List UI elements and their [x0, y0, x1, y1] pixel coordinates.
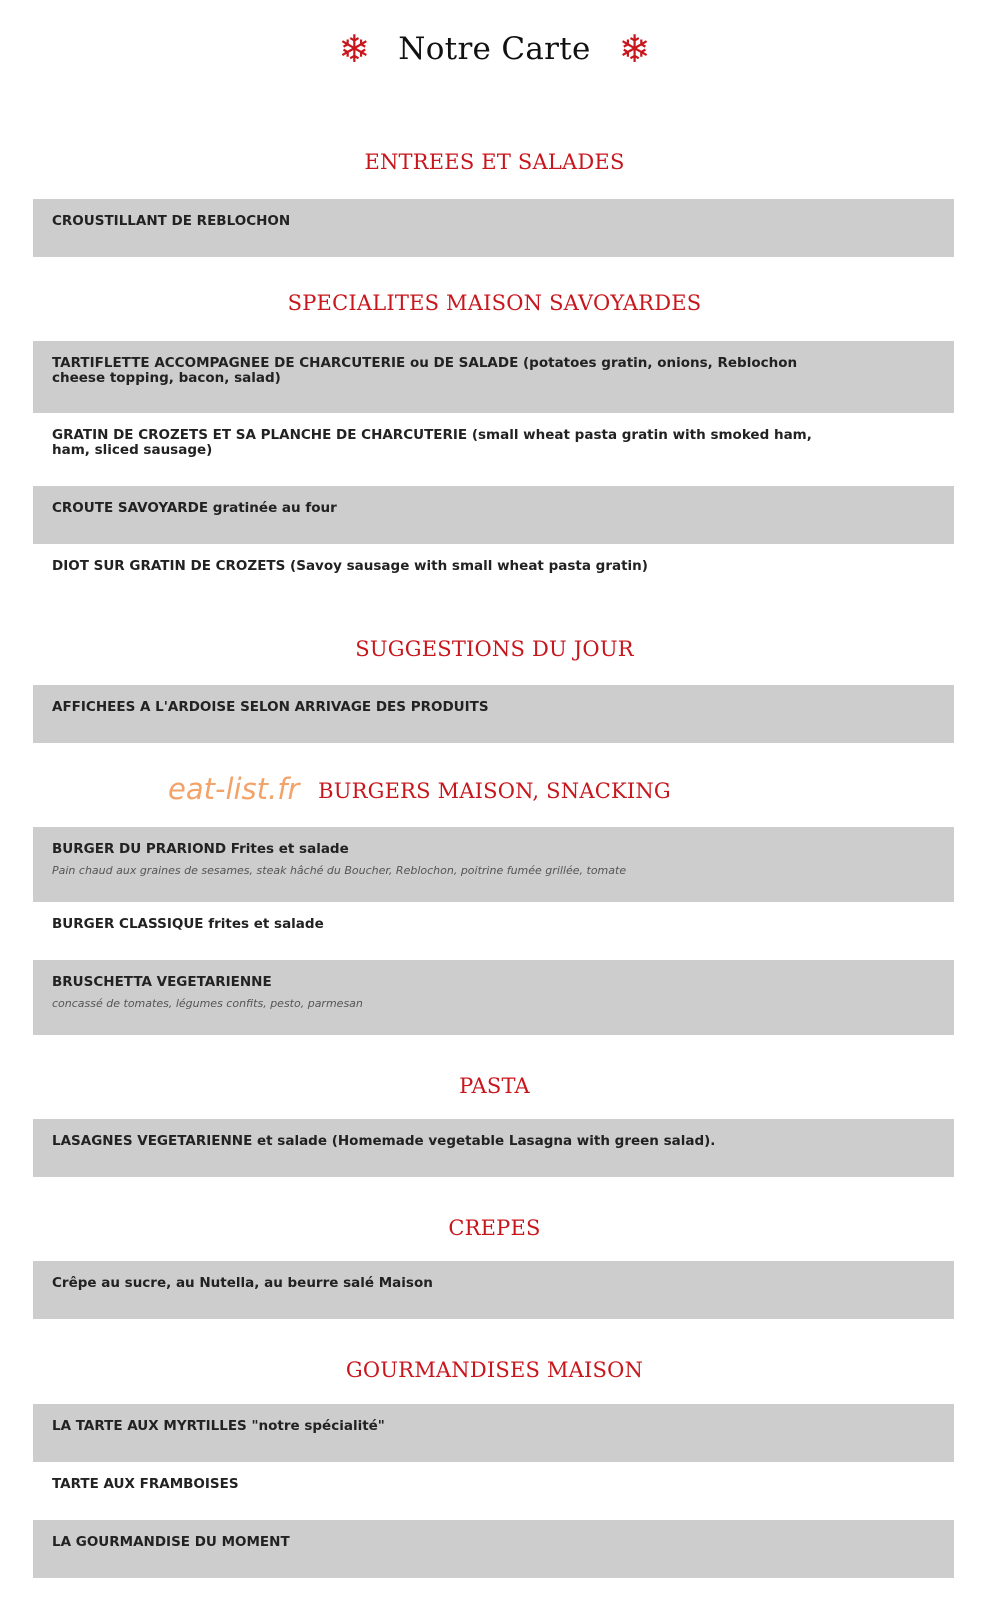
menu-item-description: Pain chaud aux graines de sesames, steak hâché du Boucher, Reblochon, poitrine fumée grillée, tomate [52, 864, 627, 877]
section-title-burgers: BURGERS MAISON, SNACKING [318, 779, 671, 803]
menu-item [33, 960, 954, 1035]
menu-item [33, 199, 954, 257]
menu-item-title: LA TARTE AUX MYRTILLES "notre spécialité" [52, 1418, 385, 1434]
menu-item-title: DIOT SUR GRATIN DE CROZETS (Savoy sausage with small wheat pasta gratin) [52, 558, 648, 574]
menu-item-title: CROUSTILLANT DE REBLOCHON [52, 213, 291, 229]
section-title-suggestions: SUGGESTIONS DU JOUR [355, 637, 634, 661]
menu-item [33, 544, 954, 602]
menu-item [33, 1462, 954, 1520]
menu-item [33, 1404, 954, 1462]
menu-item-title: BURGER DU PRARIOND Frites et salade [52, 841, 349, 857]
menu-item [33, 341, 954, 413]
menu-item-description: concassé de tomates, légumes confits, pesto, parmesan [52, 997, 363, 1010]
menu-item-title: Crêpe au sucre, au Nutella, au beurre salé Maison [52, 1275, 433, 1291]
menu-item-title: AFFICHEES A L'ARDOISE SELON ARRIVAGE DES PRODUITS [52, 699, 489, 715]
menu-item-title: TARTIFLETTE ACCOMPAGNEE DE CHARCUTERIE ou DE SALADE (potatoes gratin, onions, Reblochon cheese topping, bacon, salad) [52, 355, 798, 386]
menu-item-title: GRATIN DE CROZETS ET SA PLANCHE DE CHARCUTERIE (small wheat pasta gratin with smoked ham, ham, sliced sausage) [52, 427, 812, 458]
menu-item [33, 1520, 954, 1578]
menu-item [33, 1261, 954, 1319]
menu-item [33, 486, 954, 544]
section-title-gourmandises: GOURMANDISES MAISON [345, 1358, 644, 1382]
section-title-specialites: SPECIALITES MAISON SAVOYARDES [287, 291, 702, 315]
menu-item [33, 827, 954, 902]
menu-item-title: BURGER CLASSIQUE frites et salade [52, 916, 324, 932]
menu-item-title: LASAGNES VEGETARIENNE et salade (Homemade vegetable Lasagna with green salad). [52, 1133, 716, 1149]
section-title-pasta: PASTA [459, 1074, 530, 1098]
menu-item-title: CROUTE SAVOYARDE gratinée au four [52, 500, 337, 516]
section-title-crepes: CREPES [448, 1216, 541, 1240]
menu-item [33, 1119, 954, 1177]
menu-item-title: TARTE AUX FRAMBOISES [52, 1476, 239, 1492]
menu-item-title: BRUSCHETTA VEGETARIENNE [52, 974, 272, 990]
menu-item-title: LA GOURMANDISE DU MOMENT [52, 1534, 290, 1550]
snowflake-icon: ❄ [338, 27, 371, 71]
section-title-entrees: ENTREES ET SALADES [364, 150, 625, 174]
menu-item [33, 902, 954, 960]
menu-item [33, 685, 954, 743]
menu-item [33, 413, 954, 486]
menu-header [0, 24, 989, 74]
watermark: eat-list.fr [168, 772, 300, 806]
snowflake-icon: ❄ [618, 27, 651, 71]
page-title: Notre Carte [398, 31, 591, 67]
